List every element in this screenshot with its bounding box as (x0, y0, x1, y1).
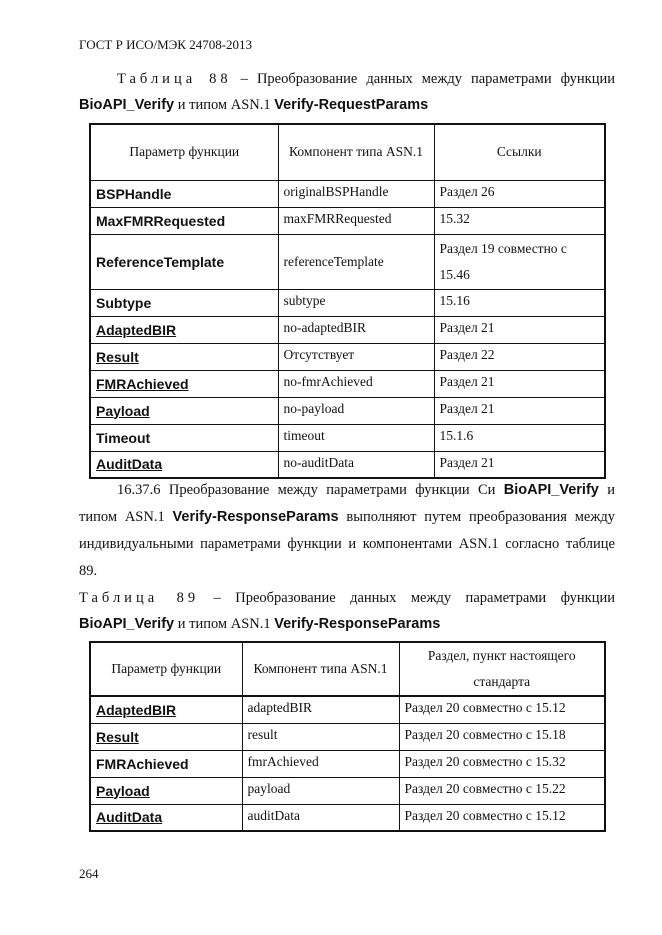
parameter-cell: MaxFMRRequested (90, 207, 278, 234)
table-89-caption-mid: и типом ASN.1 (174, 616, 275, 632)
reference-cell: 15.1.6 (434, 424, 605, 451)
reference-cell: Раздел 21 (434, 397, 605, 424)
document-header: ГОСТ Р ИСО/МЭК 24708-2013 (79, 37, 253, 52)
component-cell: adaptedBIR (242, 696, 399, 723)
table-header-row (90, 642, 605, 696)
reference-cell: Раздел 21 (434, 370, 605, 397)
body-paragraph (79, 477, 615, 585)
reference-cell: Раздел 20 совместно с 15.18 (399, 723, 605, 750)
table-header-row (90, 124, 605, 180)
table-row (90, 316, 605, 343)
component-cell: result (242, 723, 399, 750)
table-88 (89, 123, 606, 479)
component-cell: no-fmrAchieved (278, 370, 434, 397)
column-header-section: Раздел, пункт настоящего стандарта (399, 642, 605, 696)
component-cell: timeout (278, 424, 434, 451)
paragraph-text-mid: и типом ASN.1 (79, 482, 615, 525)
reference-cell: Раздел 20 совместно с 15.12 (399, 696, 605, 723)
paragraph-type-name: Verify-ResponseParams (172, 509, 339, 525)
parameter-cell: Payload (90, 777, 242, 804)
table-88-caption-text: – Преобразование данных между параметрами функции (231, 71, 615, 87)
parameter-cell: FMRAchieved (90, 750, 242, 777)
component-cell: maxFMRRequested (278, 207, 434, 234)
table-row (90, 234, 605, 289)
parameter-cell: Payload (90, 397, 278, 424)
reference-cell: Раздел 20 совместно с 15.12 (399, 804, 605, 831)
table-row (90, 696, 605, 723)
parameter-cell: Result (90, 343, 278, 370)
parameter-cell: Timeout (90, 424, 278, 451)
column-header-component: Компонент типа ASN.1 (278, 124, 434, 180)
table-row (90, 289, 605, 316)
component-cell: auditData (242, 804, 399, 831)
table-row (90, 723, 605, 750)
component-cell: originalBSPHandle (278, 180, 434, 207)
reference-cell: Раздел 21 (434, 316, 605, 343)
paragraph-text-start: 16.37.6 Преобразование между параметрами функции Си (117, 482, 504, 498)
column-header-parameter: Параметр функции (90, 124, 278, 180)
table-row (90, 804, 605, 831)
component-cell: no-adaptedBIR (278, 316, 434, 343)
table-row (90, 397, 605, 424)
component-cell: subtype (278, 289, 434, 316)
reference-cell: Раздел 26 (434, 180, 605, 207)
table-row (90, 451, 605, 478)
parameter-cell: Result (90, 723, 242, 750)
table-88-caption (79, 66, 615, 118)
table-89-label: Таблица 89 (79, 590, 200, 606)
parameter-cell: Subtype (90, 289, 278, 316)
component-cell: Отсутствует (278, 343, 434, 370)
table-89-function-name: BioAPI_Verify (79, 616, 175, 632)
parameter-cell: AuditData (90, 451, 278, 478)
table-row (90, 424, 605, 451)
table-89 (89, 641, 606, 832)
parameter-cell: AdaptedBIR (90, 696, 242, 723)
table-row (90, 207, 605, 234)
table-88-caption-mid: и типом ASN.1 (174, 97, 275, 113)
reference-cell: Раздел 20 совместно с 15.32 (399, 750, 605, 777)
reference-cell: Раздел 19 совместно с 15.46 (434, 234, 605, 289)
paragraph-text-end: выполняют путем преобразования между индивидуальными параметрами функции и компонентами ASN.1 согласно таблице 89. (79, 509, 615, 579)
parameter-cell: ReferenceTemplate (90, 234, 278, 289)
table-row (90, 343, 605, 370)
table-row (90, 750, 605, 777)
component-cell: payload (242, 777, 399, 804)
reference-cell: 15.32 (434, 207, 605, 234)
component-cell: fmrAchieved (242, 750, 399, 777)
page-number: 264 (79, 866, 99, 881)
parameter-cell: AuditData (90, 804, 242, 831)
column-header-component: Компонент типа ASN.1 (242, 642, 399, 696)
reference-cell: Раздел 21 (434, 451, 605, 478)
table-88-type-name: Verify-RequestParams (274, 97, 429, 113)
table-88-function-name: BioAPI_Verify (79, 97, 175, 113)
table-row (90, 777, 605, 804)
parameter-cell: FMRAchieved (90, 370, 278, 397)
table-89-caption (79, 585, 615, 637)
reference-cell: 15.16 (434, 289, 605, 316)
table-row (90, 370, 605, 397)
column-header-parameter: Параметр функции (90, 642, 242, 696)
table-88-label: Таблица 88 (117, 71, 232, 87)
column-header-references: Ссылки (434, 124, 605, 180)
parameter-cell: BSPHandle (90, 180, 278, 207)
component-cell: no-auditData (278, 451, 434, 478)
table-row (90, 180, 605, 207)
paragraph-function-name: BioAPI_Verify (503, 482, 599, 498)
component-cell: referenceTemplate (278, 234, 434, 289)
component-cell: no-payload (278, 397, 434, 424)
parameter-cell: AdaptedBIR (90, 316, 278, 343)
reference-cell: Раздел 22 (434, 343, 605, 370)
table-89-caption-text: – Преобразование данных между параметрами функции (199, 590, 615, 606)
reference-cell: Раздел 20 совместно с 15.22 (399, 777, 605, 804)
table-89-type-name: Verify-ResponseParams (274, 616, 441, 632)
